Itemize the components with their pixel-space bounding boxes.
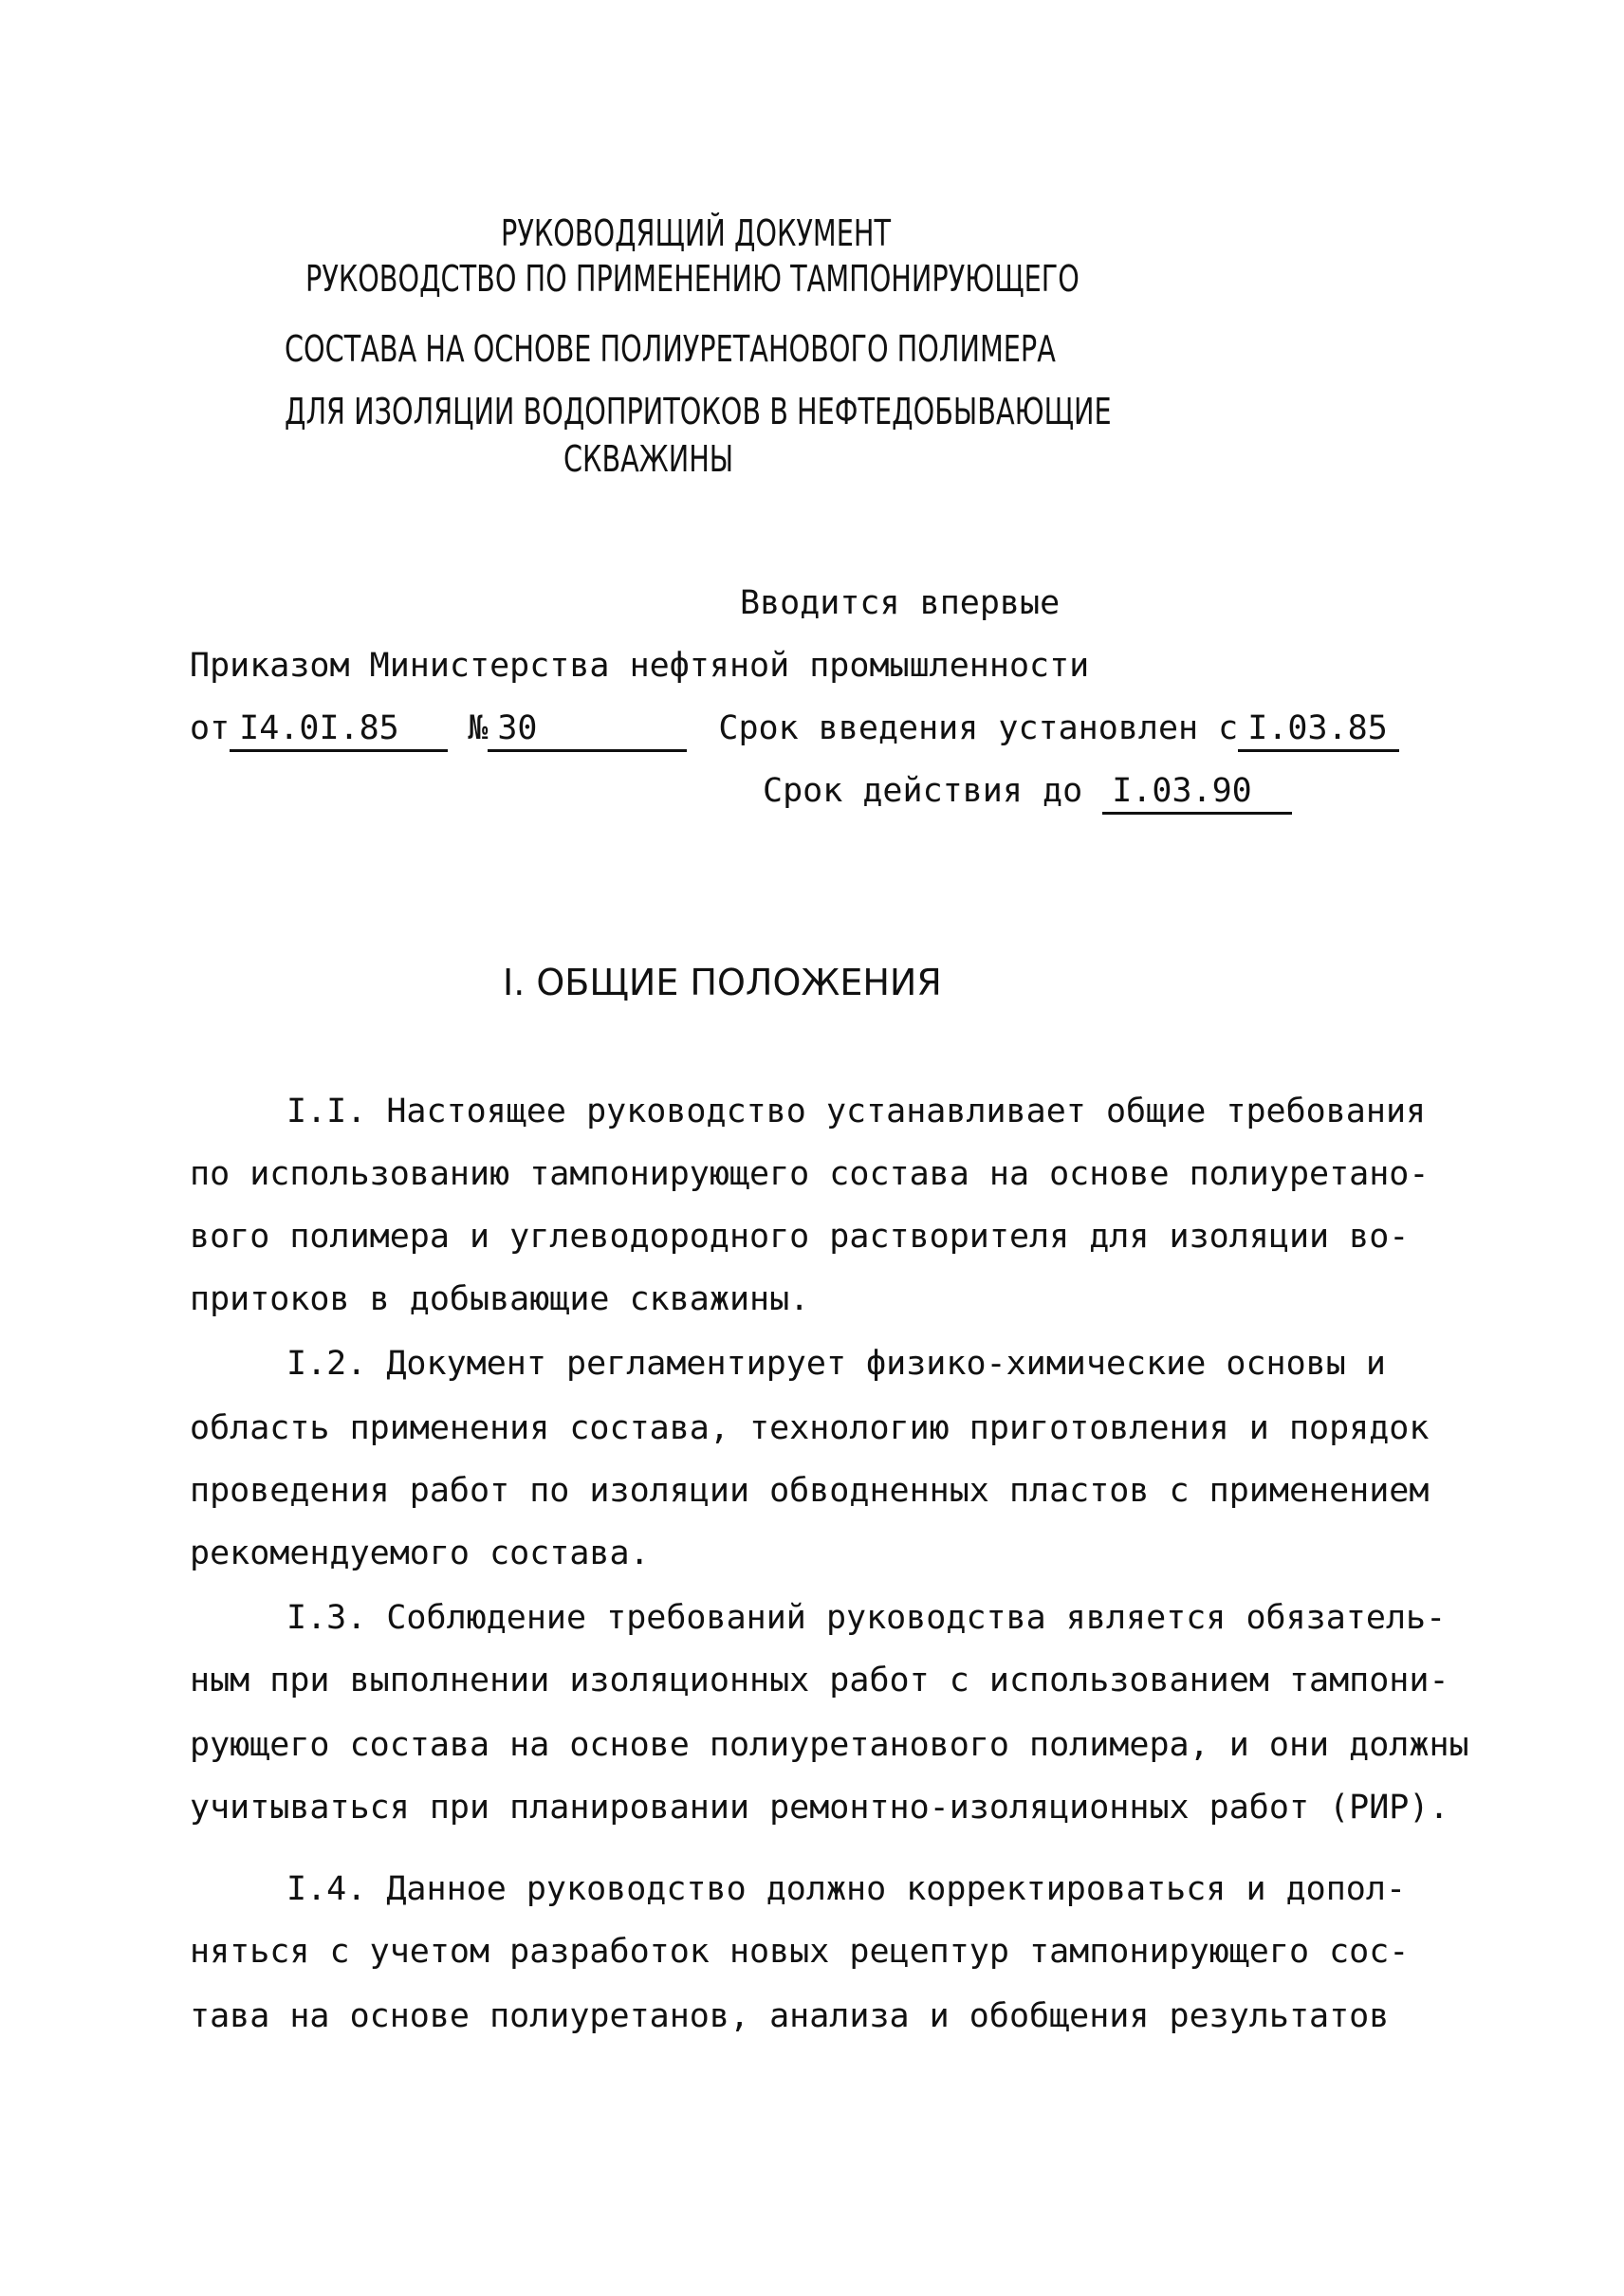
para-1-1-line-2: по использованию тампонирующего состава на основе полиуретано- [190, 1155, 1430, 1193]
section-heading: I. ОБЩИЕ ПОЛОЖЕНИЯ [503, 962, 942, 1003]
effective-label: Срок введения установлен с [718, 709, 1239, 747]
para-1-1-line-4: притоков в добывающие скважины. [190, 1280, 810, 1318]
order-date-line [190, 707, 1399, 752]
para-1-2-line-1: I.2. Документ регламентирует физико-химические основы и [286, 1345, 1386, 1383]
title-line-3: СОСТАВА НА ОСНОВЕ ПОЛИУРЕТАНОВОГО ПОЛИМЕРА [285, 328, 1056, 370]
para-1-4-line-2: няться с учетом разработок новых рецептур тампонирующего сос- [190, 1933, 1410, 1971]
order-number: 30 [488, 707, 687, 752]
order-date: I4.0I.85 [230, 707, 448, 752]
order-line: Приказом Министерства нефтяной промышленности [190, 647, 1090, 685]
para-1-2-line-4: рекомендуемого состава. [190, 1534, 650, 1572]
introduced-first-time: Вводится впервые [740, 584, 1061, 622]
para-1-2-line-3: проведения работ по изоляции обводненных пластов с применением [190, 1472, 1430, 1510]
para-1-1-line-3: вого полимера и углеводородного растворителя для изоляции во- [190, 1218, 1410, 1256]
para-1-4-line-3: тава на основе полиуретанов, анализа и обобщения результатов [190, 1997, 1390, 2035]
valid-label: Срок действия до [763, 772, 1083, 810]
doc-type-title: РУКОВОДЯЩИЙ ДОКУМЕНТ [501, 212, 891, 254]
para-1-3-line-2: ным при выполнении изоляционных работ с использованием тампони- [190, 1662, 1449, 1699]
title-line-2: РУКОВОДСТВО ПО ПРИМЕНЕНИЮ ТАМПОНИРУЮЩЕГО [305, 258, 1080, 300]
para-1-3-line-3: рующего состава на основе полиуретанового полимера, и они должны [190, 1726, 1469, 1764]
title-line-4: ДЛЯ ИЗОЛЯЦИИ ВОДОПРИТОКОВ В НЕФТЕДОБЫВАЮЩИЕ [285, 391, 1112, 432]
para-1-1-line-1: I.I. Настоящее руководство устанавливает общие требования [286, 1093, 1427, 1130]
from-prefix: от [190, 709, 231, 747]
validity-line [763, 770, 1292, 815]
para-1-4-line-1: I.4. Данное руководство должно корректироваться и допол- [286, 1870, 1407, 1908]
para-1-2-line-2: область применения состава, технологию приготовления и порядок [190, 1409, 1430, 1447]
title-line-5: СКВАЖИНЫ [563, 438, 734, 480]
valid-date: I.03.90 [1102, 770, 1292, 815]
number-sign: № [468, 709, 489, 747]
para-1-3-line-1: I.3. Соблюдение требований руководства является обязатель- [286, 1599, 1447, 1637]
para-1-3-line-4: учитываться при планировании ремонтно-изоляционных работ (РИР). [190, 1789, 1449, 1827]
effective-date: I.03.85 [1238, 707, 1399, 752]
